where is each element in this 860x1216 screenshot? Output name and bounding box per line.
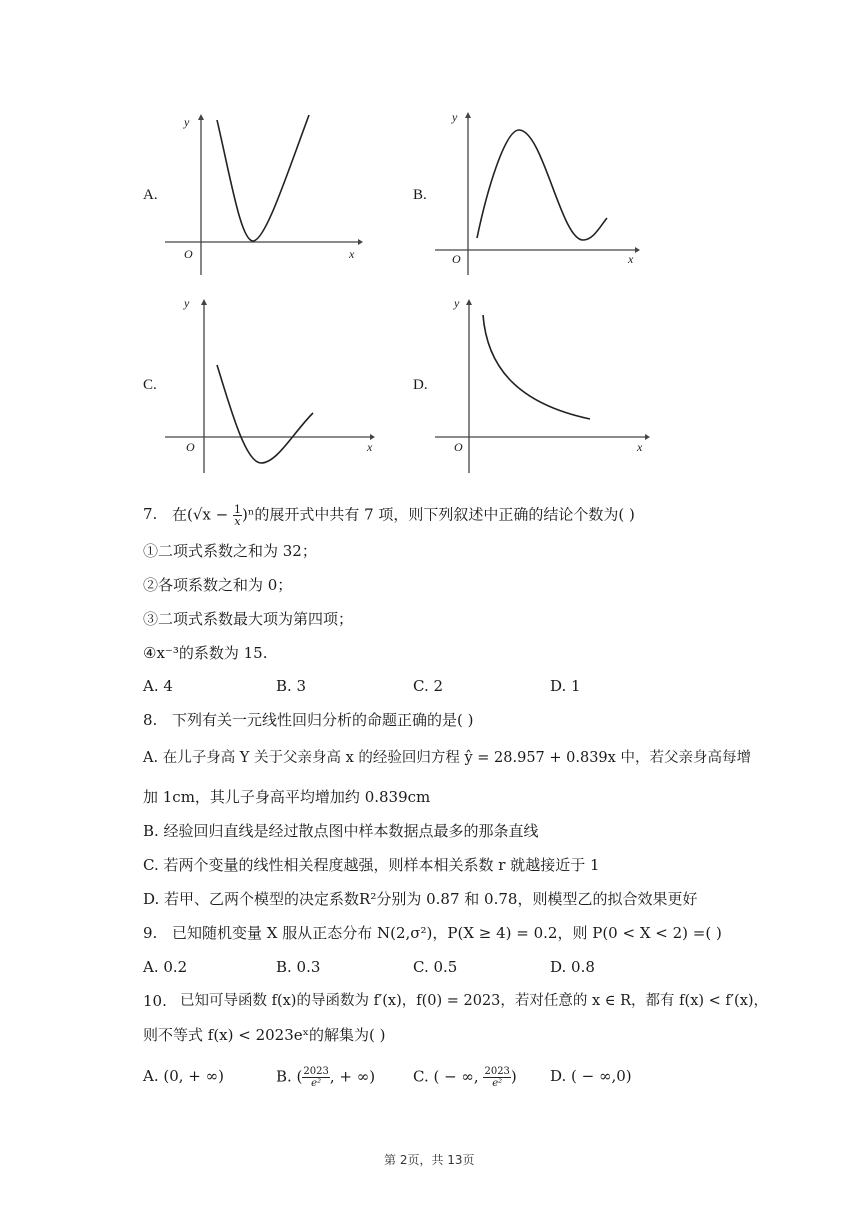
graph-a-y-label: y xyxy=(184,115,190,129)
graph-a-origin-label: O xyxy=(184,247,193,261)
graph-a-x-arrow xyxy=(358,239,363,245)
question-10-option-d: D. ( − ∞,0) xyxy=(550,1067,632,1085)
question-8-option-a-line1: A. 在儿子身高 Y 关于父亲身高 x 的经验回归方程 ŷ = 28.957 + 0.839x 中，若父亲身高每增 xyxy=(143,750,751,766)
question-7-item-4: ④x⁻³的系数为 15. xyxy=(143,644,268,662)
question-10-option-b-fraction xyxy=(302,1066,329,1089)
graph-a xyxy=(165,110,365,280)
graph-d xyxy=(435,295,655,475)
question-10-option-b-suffix: , + ∞) xyxy=(329,1067,376,1086)
question-10-option-c-num: 2023 xyxy=(484,1066,510,1077)
question-10-stem-line2: 则不等式 f(x) < 2023eˣ的解集为( ) xyxy=(143,1026,386,1044)
question-10-option-c-fraction xyxy=(483,1066,510,1089)
graph-c-y-label: y xyxy=(184,296,190,310)
question-7-stem xyxy=(172,504,635,527)
graph-option-a-label: A. xyxy=(143,187,158,203)
question-9-number: 9. xyxy=(143,924,158,942)
graph-d-x-arrow xyxy=(645,434,650,440)
graph-a-y-arrow xyxy=(198,114,204,120)
question-9-option-d: D. 0.8 xyxy=(550,958,595,976)
question-10-option-a: A. (0, + ∞) xyxy=(143,1067,224,1085)
question-10-option-b-prefix: B. ( xyxy=(276,1067,303,1086)
graph-b xyxy=(435,110,645,280)
question-7-fraction-den: x xyxy=(234,515,241,528)
question-10-option-c-suffix: ) xyxy=(510,1067,517,1086)
question-10-option-b-den: e² xyxy=(311,1078,322,1089)
question-7-item-2: ②各项系数之和为 0； xyxy=(143,576,293,594)
question-8-option-d: D. 若甲、乙两个模型的决定系数R²分别为 0.87 和 0.78，则模型乙的拟合效果更好 xyxy=(143,890,698,908)
graph-b-x-label: x xyxy=(628,252,634,266)
graph-b-origin-label: O xyxy=(452,252,461,266)
question-7-stem-prefix: 在(√x − xyxy=(172,505,233,524)
question-10-number: 10. xyxy=(143,992,167,1010)
question-7-option-b: B. 3 xyxy=(276,677,307,695)
question-7-stem-suffix: )ⁿ的展开式中共有 7 项，则下列叙述中正确的结论个数为( ) xyxy=(241,505,635,524)
question-7-option-c: C. 2 xyxy=(413,677,444,695)
question-10-option-b-num: 2023 xyxy=(303,1066,329,1077)
question-7-item-3: ③二项式系数最大项为第四项； xyxy=(143,610,354,628)
graph-option-d-label: D. xyxy=(413,377,428,393)
graph-b-y-label: y xyxy=(452,110,458,124)
graph-option-c-label: C. xyxy=(143,377,157,393)
question-7-item-1: ①二项式系数之和为 32； xyxy=(143,542,317,560)
graph-d-x-label: x xyxy=(637,440,643,454)
graph-d-curve xyxy=(483,315,590,419)
question-7-number: 7. xyxy=(143,505,158,523)
graph-b-curve xyxy=(477,130,607,240)
question-7-option-a: A. 4 xyxy=(143,677,173,695)
graph-b-x-arrow xyxy=(635,247,640,253)
graph-c-curve xyxy=(217,365,313,463)
question-10-stem-line1: 已知可导函数 f(x)的导函数为 f′(x)，f(0) = 2023，若对任意的 x ∈ R，都有 f(x) < f′(x)， xyxy=(180,993,769,1009)
question-8-option-b: B. 经验回归直线是经过散点图中样本数据点最多的那条直线 xyxy=(143,822,539,840)
question-7-fraction-num: 1 xyxy=(233,503,241,516)
question-9-option-c: C. 0.5 xyxy=(413,958,458,976)
graph-a-x-label: x xyxy=(349,247,355,261)
question-9-stem: 已知随机变量 X 服从正态分布 N(2,σ²)，P(X ≥ 4) = 0.2，则 P(0 < X < 2) =( ) xyxy=(172,924,722,942)
question-9-option-b: B. 0.3 xyxy=(276,958,321,976)
question-7-fraction xyxy=(233,504,242,527)
graph-a-curve xyxy=(217,115,309,241)
graph-c xyxy=(165,295,375,475)
graph-d-y-label: y xyxy=(454,296,460,310)
question-10-option-c-prefix: C. ( − ∞, xyxy=(413,1067,484,1086)
page-footer: 第 2页，共 13页 xyxy=(384,1153,475,1167)
graph-c-x-label: x xyxy=(367,440,373,454)
question-8-number: 8. xyxy=(143,711,158,729)
question-10-option-b xyxy=(276,1066,375,1089)
graph-option-b-label: B. xyxy=(413,187,427,203)
question-10-option-c xyxy=(413,1066,517,1089)
graph-b-y-arrow xyxy=(465,112,471,118)
question-10-option-c-den: e² xyxy=(492,1078,503,1089)
question-8-option-a-line2: 加 1cm，其儿子身高平均增加约 0.839cm xyxy=(143,788,431,806)
question-7-option-d: D. 1 xyxy=(550,677,581,695)
graph-d-origin-label: O xyxy=(454,440,463,454)
graph-c-origin-label: O xyxy=(186,440,195,454)
question-8-option-c: C. 若两个变量的线性相关程度越强，则样本相关系数 r 就越接近于 1 xyxy=(143,856,600,874)
graph-d-y-arrow xyxy=(466,299,472,305)
question-9-option-a: A. 0.2 xyxy=(143,958,188,976)
graph-c-y-arrow xyxy=(201,299,207,305)
question-8-stem: 下列有关一元线性回归分析的命题正确的是( ) xyxy=(172,711,474,729)
